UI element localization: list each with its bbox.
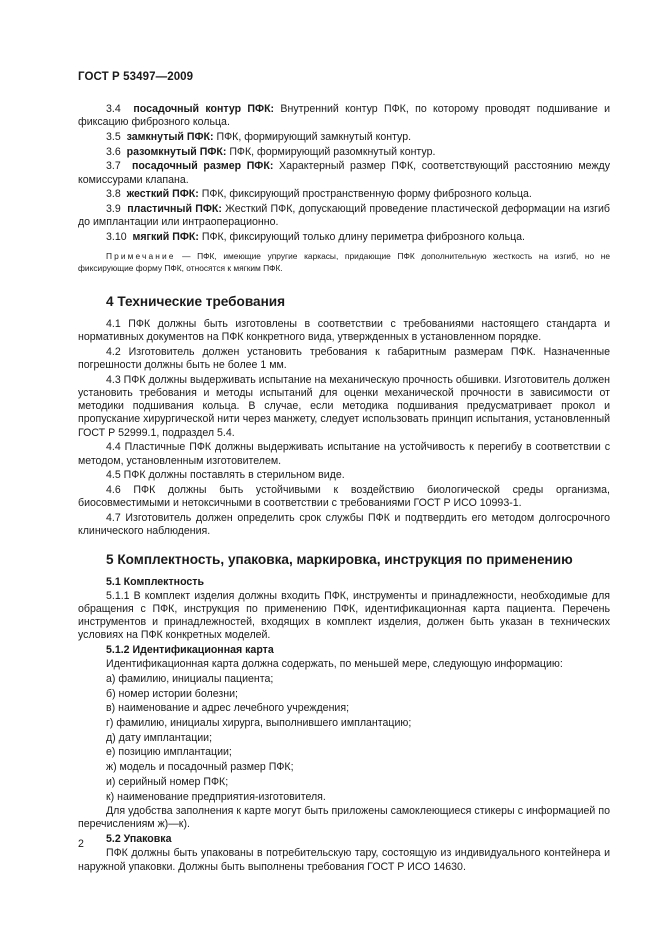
term-3-8 [78,188,610,201]
paragraph-5-2: ПФК должны быть упакованы в потребительскую тару, состоящую из индивидуального контейнера и наружной упаковки. Должны быть выполнены требования ГОСТ Р ИСО 14630. [78,847,610,873]
subsection-5-2-title: 5.2 Упаковка [106,833,172,846]
term-definition: ПФК, фиксирующий пространственную форму фиброзного кольца. [201,188,532,201]
id-card-items-list [78,673,610,804]
paragraph-4-1: 4.1 ПФК должны быть изготовлены в соответствии с требованиями настоящего стандарта и нормативных документов на ПФК конкретного вида, утвержденных в установленном порядке. [78,318,610,344]
term-name: разомкнутый ПФК: [126,145,227,158]
term-name: посадочный контур ПФК: [133,103,275,115]
term-number: 3.7 [106,160,121,173]
paragraph-4-3: 4.3 ПФК должны выдерживать испытание на механическую прочность обшивки. Изготовитель должен установить требования и методы испытаний для оценки механической прочности в зависимости от методики подшивания кольца. В случае, если методика подшивания предусматривает прокол и пропускание хирургической нити через манжету, следует использовать принцип испытания, установленный ГОСТ Р 52999.1, подраздел 5.4. [78,373,610,439]
term-number: 3.6 [106,145,121,158]
term-number: 3.8 [106,188,121,201]
note-label: Примечание [106,251,176,262]
list-item: ж) модель и посадочный размер ПФК; [106,761,294,774]
list-item: д) дату имплантации; [106,731,213,744]
term-3-4 [78,103,610,129]
subsection-5-1-2-title: 5.1.2 Идентификационная карта [106,644,274,657]
term-3-10 [78,231,610,244]
term-number: 3.4 [106,103,121,115]
term-number: 3.5 [106,130,121,143]
page-number: 2 [78,838,84,850]
term-definition: Характерный размер ПФК, соответствующий расстоянию между комиссурами клапана. [78,160,611,186]
term-name: мягкий ПФК: [132,230,199,243]
paragraph-5-1-2-intro: Идентификационная карта должна содержать, по меньшей мере, следующую информацию: [106,658,563,671]
term-definition: ПФК, формирующий замкнутый контур. [216,130,412,143]
section-5-title: 5 Комплектность, упаковка, маркировка, инструкция по применению [106,552,573,568]
term-3-9 [78,203,610,229]
term-3-5 [78,131,610,144]
section-4-title: 4 Технические требования [106,293,286,309]
term-definition: Жесткий ПФК, допускающий проведение пластической деформации на изгиб до имплантации или интраоперационно. [78,202,610,229]
term-name: замкнутый ПФК: [126,130,214,143]
term-number: 3.9 [106,202,121,215]
paragraph-5-1-1: 5.1.1 В комплект изделия должны входить ПФК, инструменты и принадлежности, необходимые для обращения с ПФК, инструкция по применению ПФК, идентификационная карта пациента. Перечень инструментов и принадлежностей, входящих в комплект изделия, должен быть указан в технических условиях на ПФК конкретных моделей. [78,589,610,642]
term-name: жесткий ПФК: [126,188,199,201]
list-item: е) позицию имплантации; [106,746,232,759]
term-definition: ПФК, фиксирующий только длину периметра фиброзного кольца. [201,230,526,243]
term-definition: Внутренний контур ПФК, по которому проводят подшивание и фиксацию фиброзного кольца. [78,103,610,129]
list-item: б) номер истории болезни; [106,687,238,700]
term-3-6 [78,146,610,159]
document-body [78,103,610,875]
list-item: в) наименование и адрес лечебного учреждения; [106,702,350,715]
paragraph-4-6: 4.6 ПФК должны быть устойчивыми к воздействию биологической среды организма, биосовместимыми и нетоксичными в соответствии с требованиями ГОСТ Р ИСО 10993-1. [78,483,610,510]
paragraph-4-4: 4.4 Пластичные ПФК должны выдерживать испытание на устойчивость к перегибу в соответствии с методом, установленным изготовителем. [78,441,610,467]
term-3-7 [78,160,610,186]
list-item: к) наименование предприятия-изготовителя. [106,790,326,803]
list-item: и) серийный номер ПФК; [106,775,229,788]
paragraph-4-2: 4.2 Изготовитель должен установить требования к габаритным размерам ПФК. Назначенные погрешности должны быть не более 1 мм. [78,345,610,372]
note [78,250,610,275]
paragraph-5-1-2-stickers: Для удобства заполнения к карте могут быть приложены самоклеющиеся стикеры с информацией по перечислениям ж)—к). [78,805,610,831]
paragraph-4-5: 4.5 ПФК должны поставлять в стерильном виде. [106,469,345,482]
note-text: — ПФК, имеющие упругие каркасы, придающие ПФК дополнительную жесткость на изгиб, но не фиксирующие форму ПФК, относятся к мягким ПФК. [78,251,611,274]
subsection-5-1-title: 5.1 Комплектность [106,575,204,588]
term-name: посадочный размер ПФК: [132,160,274,173]
paragraph-4-7: 4.7 Изготовитель должен определить срок службы ПФК и подтвердить его методом долгосрочного клинического наблюдения. [78,511,610,538]
term-definition: ПФК, формирующий разомкнутый контур. [229,145,436,158]
term-number: 3.10 [106,230,127,243]
list-item: г) фамилию, инициалы хирурга, выполнившего имплантацию; [106,717,412,730]
term-name: пластичный ПФК: [127,202,222,215]
list-item: а) фамилию, инициалы пациента; [106,672,274,685]
document-id-header: ГОСТ Р 53497—2009 [78,71,194,83]
